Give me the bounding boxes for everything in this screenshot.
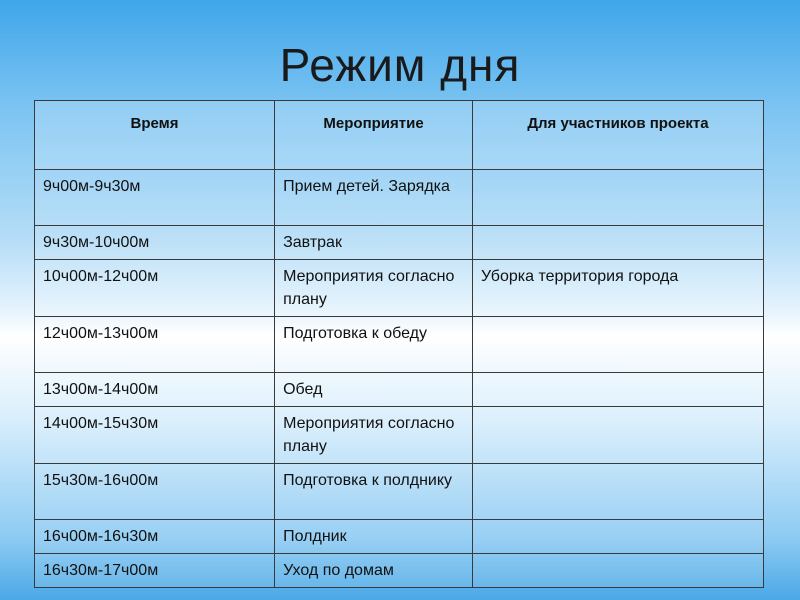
page-title: Режим дня (279, 39, 521, 91)
cell-participants (472, 226, 763, 260)
header-time: Время (35, 101, 275, 170)
cell-event: Обед (275, 373, 473, 407)
cell-participants (472, 373, 763, 407)
cell-time: 9ч30м-10ч00м (35, 226, 275, 260)
table-row (35, 170, 764, 226)
cell-event: Полдник (275, 520, 473, 554)
cell-time: 13ч00м-14ч00м (35, 373, 275, 407)
table-header-row (35, 101, 764, 170)
cell-time: 12ч00м-13ч00м (35, 317, 275, 373)
schedule-table (34, 100, 764, 588)
header-participants: Для участников проекта (472, 101, 763, 170)
cell-participants (472, 407, 763, 464)
cell-event: Подготовка к полднику (275, 464, 473, 520)
table-row (35, 464, 764, 520)
cell-event: Прием детей. Зарядка (275, 170, 473, 226)
table-row (35, 317, 764, 373)
cell-participants (472, 520, 763, 554)
cell-time: 15ч30м-16ч00м (35, 464, 275, 520)
table-row (35, 407, 764, 464)
table-row (35, 260, 764, 317)
table-row (35, 373, 764, 407)
cell-time: 16ч30м-17ч00м (35, 554, 275, 588)
cell-participants (472, 170, 763, 226)
cell-time: 14ч00м-15ч30м (35, 407, 275, 464)
table-row (35, 520, 764, 554)
cell-time: 10ч00м-12ч00м (35, 260, 275, 317)
cell-event: Мероприятия согласно плану (275, 260, 473, 317)
header-event: Мероприятие (275, 101, 473, 170)
cell-event: Уход по домам (275, 554, 473, 588)
cell-participants (472, 464, 763, 520)
cell-time: 16ч00м-16ч30м (35, 520, 275, 554)
cell-participants (472, 554, 763, 588)
cell-time: 9ч00м-9ч30м (35, 170, 275, 226)
table-row (35, 554, 764, 588)
cell-event: Подготовка к обеду (275, 317, 473, 373)
cell-event: Завтрак (275, 226, 473, 260)
table-row (35, 226, 764, 260)
cell-participants (472, 317, 763, 373)
cell-event: Мероприятия согласно плану (275, 407, 473, 464)
cell-participants: Уборка территория города (472, 260, 763, 317)
